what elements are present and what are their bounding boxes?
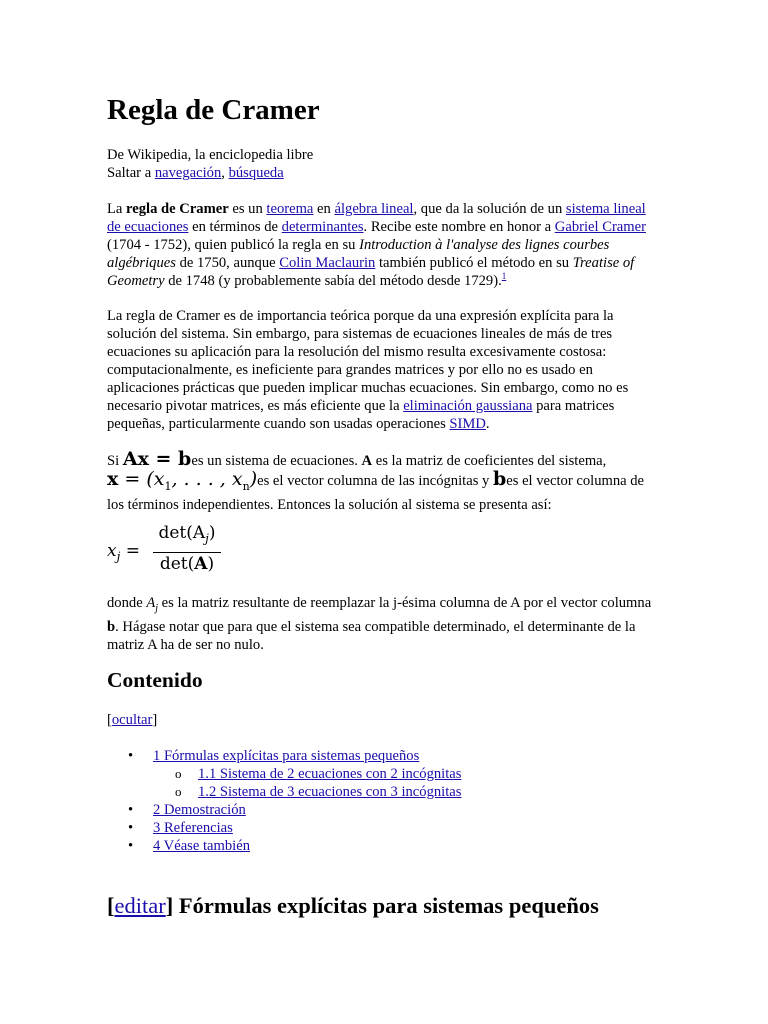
second-paragraph xyxy=(107,307,655,433)
intro-paragraph xyxy=(107,200,655,290)
site-subtitle xyxy=(107,146,655,182)
link-colin-maclaurin[interactable]: Colin Maclaurin xyxy=(279,255,376,271)
formula-lhs xyxy=(107,542,140,565)
den-close: ) xyxy=(207,554,215,574)
bracket: ] xyxy=(165,893,174,918)
formula-x: x xyxy=(107,541,117,561)
formula-eq: = xyxy=(120,541,140,561)
den-text: det( xyxy=(159,554,195,574)
math-x: x xyxy=(107,468,119,490)
italic-title: Treatise of Geometry xyxy=(107,255,635,289)
num-close: ) xyxy=(208,523,216,543)
text: (1704 - 1752), quien publicó la regla en su xyxy=(107,237,360,253)
site-sub-text: De Wikipedia, la enciclopedia libre xyxy=(107,147,314,163)
table-of-contents xyxy=(107,747,461,855)
fraction-bar xyxy=(153,552,221,553)
den-bold: A xyxy=(194,554,208,574)
text: . Recibe este nombre en honor a xyxy=(363,219,555,235)
toc-hide-link[interactable]: ocultar xyxy=(111,712,153,728)
text: Si xyxy=(107,453,123,469)
bold-term: regla de Cramer xyxy=(126,201,229,217)
fourth-paragraph xyxy=(107,594,655,654)
toc-item xyxy=(107,837,461,855)
bracket: [ xyxy=(107,712,112,728)
toc-item xyxy=(107,783,461,801)
math-part: ) xyxy=(249,468,258,490)
text: de 1750, aunque xyxy=(175,255,280,271)
section-title: Fórmulas explícitas para sistemas pequeños xyxy=(173,893,599,918)
text: es la matriz resultante de reemplazar la j-ésima columna de A por el vector columna xyxy=(158,595,652,611)
link-gabriel-cramer[interactable]: Gabriel Cramer xyxy=(554,219,646,235)
text: donde xyxy=(107,595,147,611)
text: de 1748 (y probablemente sabía del método desde 1729). xyxy=(164,273,502,289)
section-edit-link[interactable]: editar xyxy=(114,893,166,918)
page-title: Regla de Cramer xyxy=(107,94,320,126)
math-vector-x xyxy=(107,468,258,493)
jump-search-link[interactable]: búsqueda xyxy=(228,165,284,181)
math-equation-ax-b: Ax = b xyxy=(122,448,192,470)
text: La regla de Cramer es de importancia teórica porque da una expresión explícita para la solución del sistema. Sin embargo, para sistemas de ecuaciones lineales de más de tres ecuaciones su aplicación para la resolución del mismo resulta excesivamente costosa: computacionalmente, es ineficiente para grandes matrices y por ello no es usado en aplicaciones prácticas que pueden implicar muchas ecuaciones. Sin embargo, como no es necesario pivotar matrices, es más eficiente que la xyxy=(107,308,629,414)
subscript: j xyxy=(155,602,159,614)
bracket: ] xyxy=(152,712,158,728)
jump-sep: , xyxy=(221,165,229,181)
reference-link[interactable]: 1 xyxy=(501,271,507,282)
link-eliminacion-gaussiana[interactable]: eliminación gaussiana xyxy=(403,398,533,414)
math-part: = (x xyxy=(118,468,165,490)
link-algebra-lineal[interactable]: álgebra lineal xyxy=(334,201,414,217)
toc-item xyxy=(107,765,461,783)
text: es el vector columna de los términos independientes. Entonces la solución al sistema se presenta así: xyxy=(107,473,645,513)
text: en términos de xyxy=(188,219,282,235)
num-text: det(A xyxy=(158,523,206,543)
toc-link-sistema-2[interactable]: 1.1 Sistema de 2 ecuaciones con 2 incógnitas xyxy=(198,766,462,782)
text: , que da la solución de un xyxy=(413,201,566,217)
math-sub: n xyxy=(242,479,250,493)
math-sub: 1 xyxy=(164,479,172,493)
jump-prefix: Saltar a xyxy=(107,165,155,181)
formula-denominator xyxy=(155,555,219,573)
bracket: [ xyxy=(107,893,115,918)
text: también publicó el método en su xyxy=(375,255,573,271)
math-b: b xyxy=(492,468,507,490)
bold-symbol: A xyxy=(361,453,373,469)
text: es la matriz de coeficientes del sistema, xyxy=(372,453,607,469)
toc-item xyxy=(107,819,461,837)
italic-title: Introduction à l'analyse des lignes courbes algébriques xyxy=(107,237,610,271)
formula-numerator xyxy=(155,524,219,547)
toc-link-formulas[interactable]: 1 Fórmulas explícitas para sistemas pequeños xyxy=(153,748,420,764)
num-sub: j xyxy=(205,531,209,546)
text: . Hágase notar que para que el sistema sea compatible determinado, el determinante de la matriz A ha de ser no nulo. xyxy=(107,618,636,653)
formula-sub: j xyxy=(116,549,121,564)
link-sistema-lineal[interactable]: sistema lineal de ecuaciones xyxy=(107,201,646,235)
link-simd[interactable]: SIMD xyxy=(449,416,486,432)
italic-symbol: A xyxy=(146,595,156,611)
text: . xyxy=(485,416,490,432)
bold-symbol: b xyxy=(107,618,116,635)
toc-link-referencias[interactable]: 3 Referencias xyxy=(153,820,233,836)
toc-heading: Contenido xyxy=(107,668,203,692)
text: es el vector columna de las incógnitas y xyxy=(257,473,493,489)
toc-link-vease-tambien[interactable]: 4 Véase también xyxy=(153,838,250,854)
third-paragraph xyxy=(107,450,655,514)
jump-navigation-link[interactable]: navegación xyxy=(154,165,222,181)
toc-link-sistema-3[interactable]: 1.2 Sistema de 3 ecuaciones con 3 incógnitas xyxy=(198,784,462,800)
text: La xyxy=(107,201,127,217)
text: es un xyxy=(228,201,267,217)
link-determinantes[interactable]: determinantes xyxy=(281,219,364,235)
toc-link-demostracion[interactable]: 2 Demostración xyxy=(153,802,246,818)
toc-item xyxy=(107,801,461,819)
math-part: , . . . , x xyxy=(171,468,243,490)
link-teorema[interactable]: teorema xyxy=(266,201,314,217)
toc-toggle xyxy=(107,711,655,729)
toc-item xyxy=(107,747,461,765)
section-heading-formulas xyxy=(107,892,599,920)
text: en xyxy=(313,201,335,217)
text: es un sistema de ecuaciones. xyxy=(191,453,362,469)
text: para matrices pequeñas, particularmente cuando son usadas operaciones xyxy=(107,398,615,432)
